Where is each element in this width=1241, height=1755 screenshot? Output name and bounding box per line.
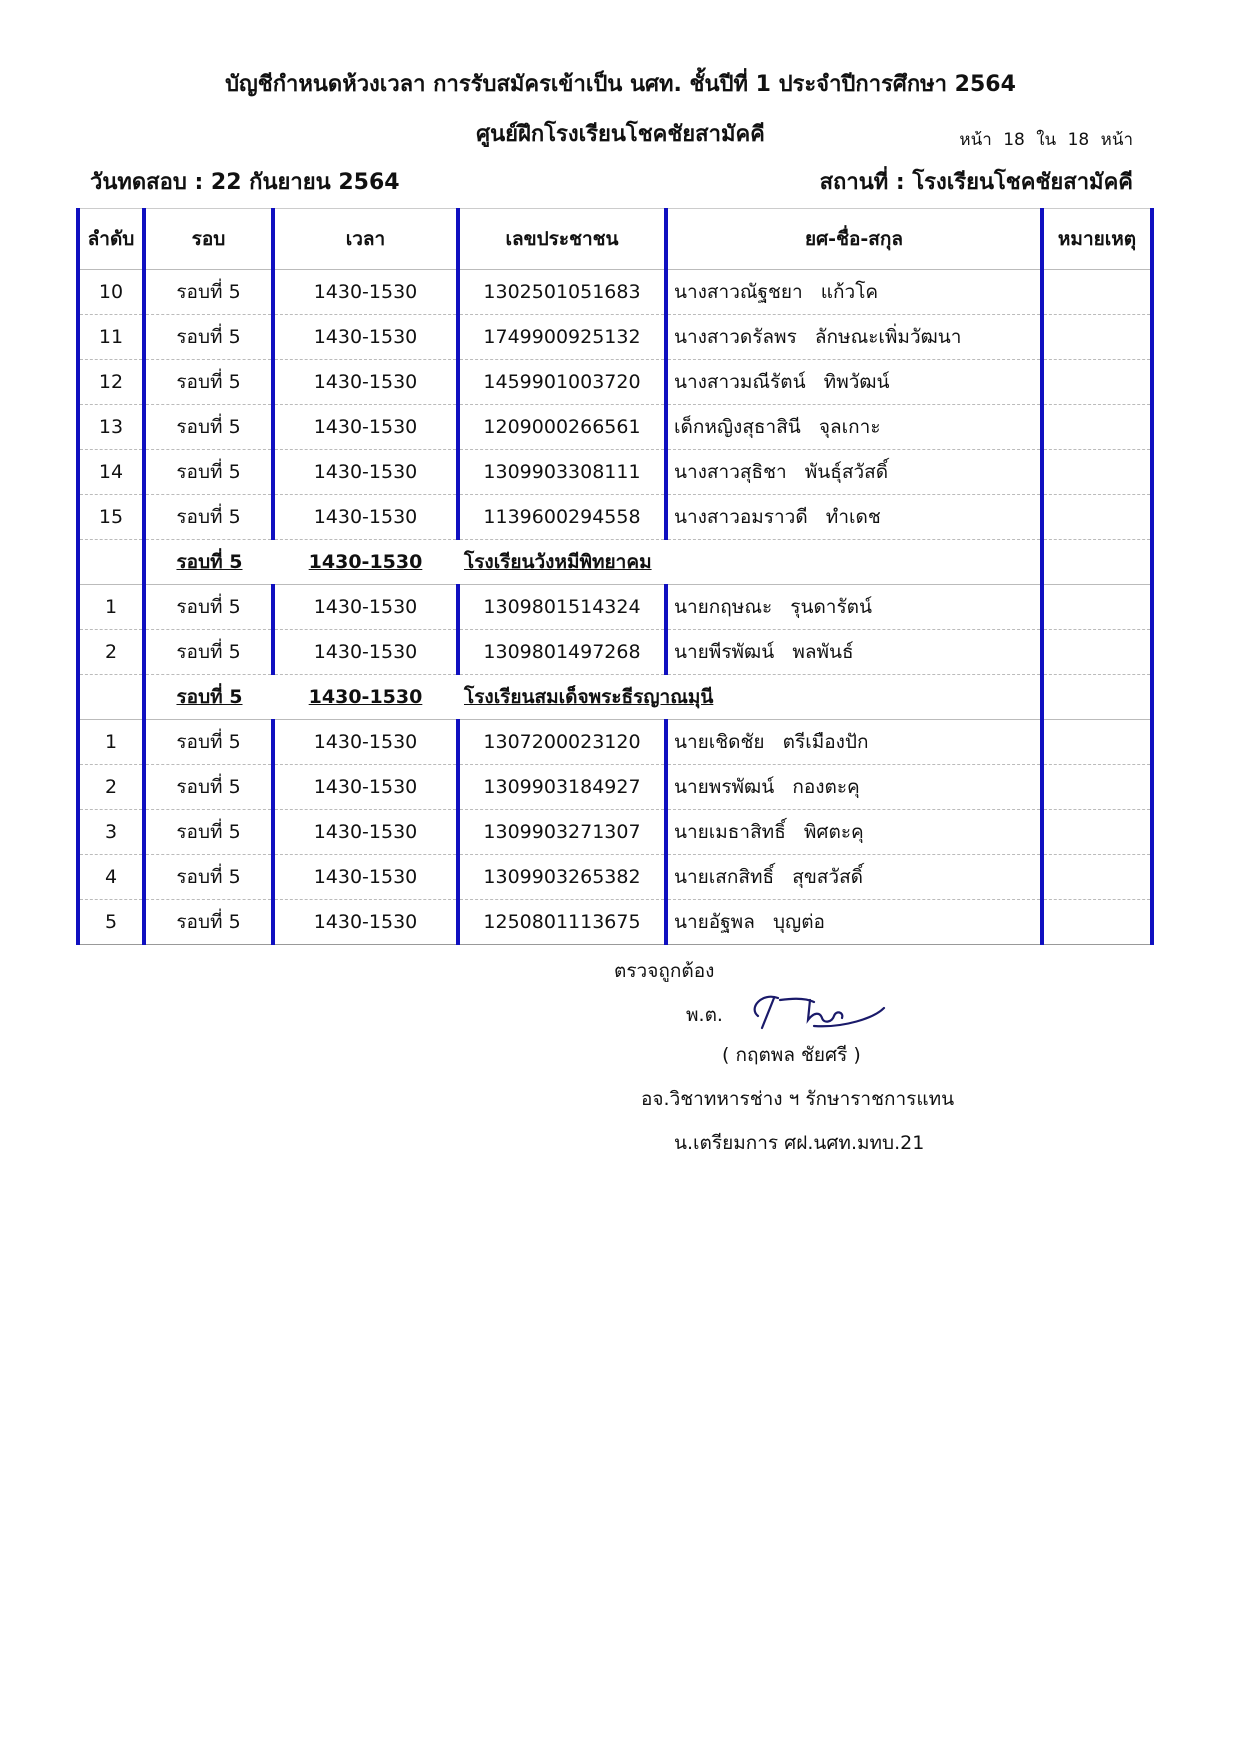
row-citizen-id: 1139600294558 — [458, 495, 666, 540]
row-citizen-id: 1309801514324 — [458, 585, 666, 630]
row-name: นายพีรพัฒน์ พลพันธ์ — [666, 630, 1042, 675]
row-name: นายเชิดชัย ตรีเมืองปัก — [666, 720, 1042, 765]
row-note — [1042, 450, 1152, 495]
row-note — [1042, 270, 1152, 315]
table-row — [78, 855, 1152, 900]
col-header-note: หมายเหตุ — [1042, 209, 1152, 270]
row-name: นางสาวสุธิชา พันธุ์สวัสดิ์ — [666, 450, 1042, 495]
row-note — [1042, 405, 1152, 450]
row-round: รอบที่ 5 — [144, 900, 273, 945]
row-round: รอบที่ 5 — [144, 315, 273, 360]
row-name: นางสาวดรัลพร ลักษณะเพิ่มวัฒนา — [666, 315, 1042, 360]
row-no: 10 — [78, 270, 144, 315]
row-note — [1042, 900, 1152, 945]
page-label: หน้า — [959, 130, 992, 150]
row-round: รอบที่ 5 — [144, 405, 273, 450]
row-citizen-id: 1209000266561 — [458, 405, 666, 450]
school-group-row — [78, 540, 1152, 585]
page-number — [953, 126, 1133, 153]
row-name: นางสาวณัฐชยา แก้วโค — [666, 270, 1042, 315]
table-row — [78, 900, 1152, 945]
row-time: 1430-1530 — [273, 900, 458, 945]
row-round: รอบที่ 5 — [144, 450, 273, 495]
row-note — [1042, 810, 1152, 855]
group-no-cell — [78, 675, 144, 720]
group-note-cell — [1042, 540, 1152, 585]
col-header-id: เลขประชาชน — [458, 209, 666, 270]
page-suffix: หน้า — [1100, 130, 1133, 150]
row-time: 1430-1530 — [273, 315, 458, 360]
table-row — [78, 765, 1152, 810]
row-citizen-id: 1309903184927 — [458, 765, 666, 810]
exam-venue: สถานที่ : โรงเรียนโชคชัยสามัคคี — [819, 170, 1133, 195]
table-row — [78, 405, 1152, 450]
position-line-2: น.เตรียมการ ศฝ.นศท.มทบ.21 — [674, 1132, 925, 1154]
row-citizen-id: 1749900925132 — [458, 315, 666, 360]
row-citizen-id: 1307200023120 — [458, 720, 666, 765]
row-note — [1042, 585, 1152, 630]
row-time: 1430-1530 — [273, 360, 458, 405]
col-header-time: เวลา — [273, 209, 458, 270]
row-time: 1430-1530 — [273, 630, 458, 675]
row-name: เด็กหญิงสุธาสินี จุลเกาะ — [666, 405, 1042, 450]
row-name: นายเมธาสิทธิ์ พิศตะคุ — [666, 810, 1042, 855]
row-name: นางสาวมณีรัตน์ ทิพวัฒน์ — [666, 360, 1042, 405]
rank-label: พ.ต. — [686, 1004, 723, 1026]
document-title: บัญชีกำหนดห้วงเวลา การรับสมัครเข้าเป็น นศท. ชั้นปีที่ 1 ประจำปีการศึกษา 2564 — [225, 72, 1016, 97]
row-name: นายพรพัฒน์ กองตะคุ — [666, 765, 1042, 810]
position-line-1: อจ.วิชาทหารช่าง ฯ รักษาราชการแทน — [641, 1088, 955, 1110]
table-body — [78, 270, 1152, 945]
row-round: รอบที่ 5 — [144, 630, 273, 675]
row-note — [1042, 855, 1152, 900]
col-header-no: ลำดับ — [78, 209, 144, 270]
row-citizen-id: 1309801497268 — [458, 630, 666, 675]
row-round: รอบที่ 5 — [144, 585, 273, 630]
row-time: 1430-1530 — [273, 495, 458, 540]
group-school-name: โรงเรียนสมเด็จพระธีรญาณมุนี — [458, 675, 1042, 720]
row-name: นายกฤษณะ รุนดารัตน์ — [666, 585, 1042, 630]
row-time: 1430-1530 — [273, 855, 458, 900]
table-row — [78, 450, 1152, 495]
row-no: 1 — [78, 585, 144, 630]
row-round: รอบที่ 5 — [144, 270, 273, 315]
row-citizen-id: 1302501051683 — [458, 270, 666, 315]
row-note — [1042, 360, 1152, 405]
row-no: 4 — [78, 855, 144, 900]
row-round: รอบที่ 5 — [144, 810, 273, 855]
row-name: นายเสกสิทธิ์ สุขสวัสดิ์ — [666, 855, 1042, 900]
group-round: รอบที่ 5 — [144, 540, 273, 585]
table-row — [78, 585, 1152, 630]
row-round: รอบที่ 5 — [144, 360, 273, 405]
row-note — [1042, 315, 1152, 360]
row-no: 11 — [78, 315, 144, 360]
group-note-cell — [1042, 675, 1152, 720]
row-time: 1430-1530 — [273, 765, 458, 810]
row-round: รอบที่ 5 — [144, 495, 273, 540]
row-no: 14 — [78, 450, 144, 495]
signer-name: ( กฤตพล ชัยศรี ) — [722, 1044, 861, 1066]
row-round: รอบที่ 5 — [144, 765, 273, 810]
row-time: 1430-1530 — [273, 810, 458, 855]
table-row — [78, 315, 1152, 360]
certified-label: ตรวจถูกต้อง — [614, 960, 715, 982]
group-no-cell — [78, 540, 144, 585]
row-round: รอบที่ 5 — [144, 855, 273, 900]
row-no: 1 — [78, 720, 144, 765]
row-no: 12 — [78, 360, 144, 405]
table-row — [78, 360, 1152, 405]
row-name: นางสาวอมราวดี ทำเดช — [666, 495, 1042, 540]
row-time: 1430-1530 — [273, 585, 458, 630]
exam-date: วันทดสอบ : 22 กันยายน 2564 — [90, 170, 400, 195]
row-note — [1042, 720, 1152, 765]
group-round: รอบที่ 5 — [144, 675, 273, 720]
schedule-table — [76, 208, 1154, 945]
row-note — [1042, 630, 1152, 675]
row-citizen-id: 1309903265382 — [458, 855, 666, 900]
col-header-round: รอบ — [144, 209, 273, 270]
row-note — [1042, 495, 1152, 540]
school-group-row — [78, 675, 1152, 720]
col-header-name: ยศ-ชื่อ-สกุล — [666, 209, 1042, 270]
page-total: 18 — [1067, 130, 1090, 150]
table-row — [78, 630, 1152, 675]
row-time: 1430-1530 — [273, 720, 458, 765]
row-no: 3 — [78, 810, 144, 855]
row-round: รอบที่ 5 — [144, 720, 273, 765]
row-name: นายอัฐพล บุญต่อ — [666, 900, 1042, 945]
document-subtitle: ศูนย์ฝึกโรงเรียนโชคชัยสามัคคี — [476, 122, 765, 147]
row-citizen-id: 1309903271307 — [458, 810, 666, 855]
page-of: ใน — [1036, 130, 1057, 150]
table-row — [78, 270, 1152, 315]
row-no: 5 — [78, 900, 144, 945]
row-note — [1042, 765, 1152, 810]
row-no: 15 — [78, 495, 144, 540]
row-no: 2 — [78, 765, 144, 810]
row-citizen-id: 1309903308111 — [458, 450, 666, 495]
signature-image — [744, 978, 894, 1040]
row-no: 2 — [78, 630, 144, 675]
row-time: 1430-1530 — [273, 450, 458, 495]
group-time: 1430-1530 — [273, 675, 458, 720]
page-current: 18 — [1003, 130, 1025, 150]
row-time: 1430-1530 — [273, 405, 458, 450]
row-citizen-id: 1459901003720 — [458, 360, 666, 405]
table-row — [78, 810, 1152, 855]
group-school-name: โรงเรียนวังหมีพิทยาคม — [458, 540, 1042, 585]
table-row — [78, 720, 1152, 765]
row-citizen-id: 1250801113675 — [458, 900, 666, 945]
row-no: 13 — [78, 405, 144, 450]
table-row — [78, 495, 1152, 540]
table-header-row — [78, 209, 1152, 270]
group-time: 1430-1530 — [273, 540, 458, 585]
row-time: 1430-1530 — [273, 270, 458, 315]
